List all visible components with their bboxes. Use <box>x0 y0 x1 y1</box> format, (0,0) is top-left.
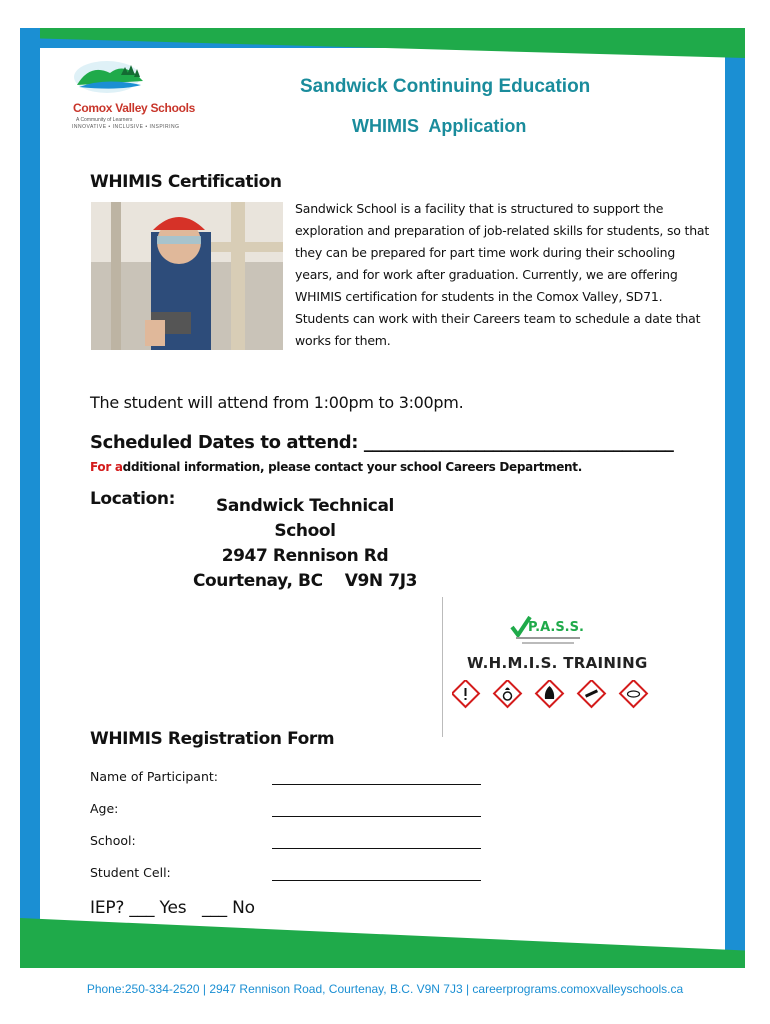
corrosion-icon <box>578 680 605 707</box>
student-cell-field[interactable] <box>272 880 481 881</box>
divider <box>442 597 443 737</box>
page-subtitle: WHIMIS Application <box>352 116 527 136</box>
hazard-pictograms <box>452 680 652 710</box>
school-label: School: <box>90 833 136 848</box>
age-label: Age: <box>90 801 119 816</box>
flame-icon <box>536 680 563 707</box>
logo-tagline: INNOVATIVE • INCLUSIVE • INSPIRING <box>72 124 180 130</box>
scheduled-dates: Scheduled Dates to attend: ____________________________________ <box>90 432 674 453</box>
svg-text:P.A.S.S.: P.A.S.S. <box>528 620 584 635</box>
page-title: Sandwick Continuing Education <box>300 76 591 97</box>
comox-valley-schools-logo <box>65 55 175 135</box>
logo-subtitle: A Community of Learners <box>76 117 133 123</box>
address-line-3: 2947 Rennison Rd <box>221 546 389 566</box>
student-cell-label: Student Cell: <box>90 865 171 880</box>
location-label: Location: <box>90 489 175 509</box>
attend-time-text: The student will attend from 1:00pm to 3:00pm. <box>90 393 464 412</box>
age-field[interactable] <box>272 816 481 817</box>
address-line-2: School <box>274 521 336 541</box>
address-line-1: Sandwick Technical <box>216 496 394 516</box>
student-photo <box>91 202 283 350</box>
pass-logo <box>510 615 590 649</box>
address-line-4: Courtenay, BC V9N 7J3 <box>192 571 418 591</box>
contact-note-highlight: For a <box>90 460 123 474</box>
exclamation-icon <box>452 680 479 707</box>
school-field[interactable] <box>272 848 481 849</box>
logo-title: Comox Valley Schools <box>73 101 196 115</box>
participant-name-label: Name of Participant: <box>90 769 218 784</box>
registration-heading: WHIMIS Registration Form <box>90 729 335 749</box>
footer-contact: Phone:250-334-2520 | 2947 Rennison Road, Courtenay, B.C. V9N 7J3 | careerprograms.comoxvalleyschools.ca <box>86 982 684 996</box>
flame-over-circle-icon <box>494 680 521 707</box>
certification-heading: WHIMIS Certification <box>90 172 282 192</box>
contact-note-rest: dditional information, please contact your school Careers Department. <box>122 460 582 474</box>
whmis-training-label: W.H.M.I.S. TRAINING <box>467 654 648 672</box>
participant-name-field[interactable] <box>272 784 481 785</box>
contact-note <box>90 460 582 474</box>
gas-cylinder-icon <box>620 680 647 707</box>
location-address <box>160 494 450 594</box>
iep-question[interactable]: IEP? ___ Yes ___ No <box>90 898 255 918</box>
certification-paragraph: Sandwick School is a facility that is structured to support the exploration and preparation of job-related skills for students, so that they can be prepared for part time work during their schooling years, and for work after graduation. Currently, we are offering WHIMIS certification for students in the Comox Valley, SD71. Students can work with their Careers team to schedule a date that works for them. <box>295 201 710 348</box>
